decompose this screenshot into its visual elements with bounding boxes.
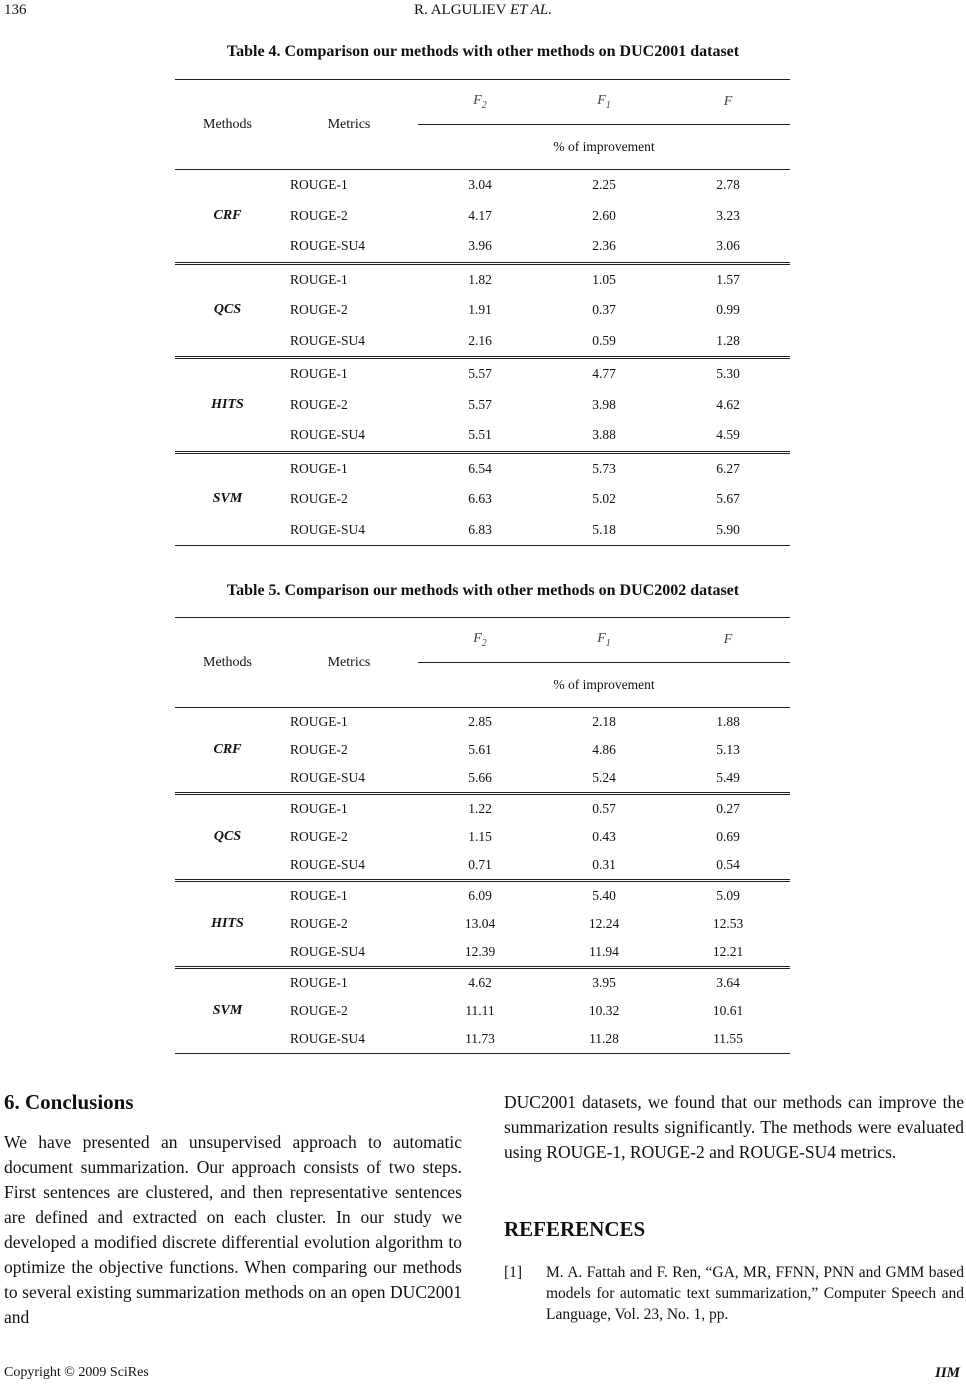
value-cell: 3.88	[592, 427, 616, 443]
value-cell: 4.62	[418, 966, 542, 997]
value-cell: 0.99	[716, 302, 740, 318]
method-name: HITS	[175, 879, 280, 966]
conclusions-paragraph-left: We have presented an unsupervised approach to automatic document summarization. Our approach consists of two steps. First sentences are clustered, and then representative sentences are defined and extracted on each cluster. In our study we developed a modified discrete differential evolution algorithm to optimize the objective functions. When comparing our methods to several existing summarization methods on an open DUC2001 and	[4, 1132, 462, 1327]
value-cell: 0.43	[592, 829, 616, 844]
metric-name: ROUGE-2	[290, 396, 348, 412]
running-head-author: R. ALGULIEV	[414, 2, 507, 18]
value-cell: 5.61	[468, 742, 492, 757]
value-cell: 3.64	[666, 966, 790, 997]
f-subscript: 1	[605, 99, 611, 111]
page-number: 136	[4, 2, 27, 18]
f-symbol: F	[723, 632, 733, 647]
col-header-metrics: Metrics	[280, 79, 418, 170]
value-cell: 6.63	[468, 491, 492, 507]
value-cell: 1.82	[418, 262, 542, 296]
table-row	[175, 356, 790, 390]
value-cell: 5.66	[468, 770, 492, 785]
value-cell: 2.78	[716, 177, 740, 193]
value-cell: 1.15	[468, 829, 492, 844]
running-head-etal: ET AL.	[510, 2, 552, 18]
value-cell: 5.24	[592, 770, 616, 785]
value-cell: 10.61	[712, 1003, 744, 1018]
section-title-conclusions: 6. Conclusions	[4, 1090, 134, 1114]
metric-name: ROUGE-SU4	[280, 1025, 418, 1054]
table5	[175, 617, 790, 1054]
value-cell: 1.05	[542, 262, 666, 296]
metric-name: ROUGE-1	[280, 966, 418, 997]
value-cell: 3.04	[468, 177, 492, 193]
value-cell: 11.11	[465, 1003, 495, 1018]
col-header-f2	[542, 79, 666, 125]
value-cell: 1.91	[468, 302, 492, 318]
metric-name: ROUGE-2	[290, 207, 348, 223]
value-cell: 5.90	[666, 515, 790, 547]
f-symbol: F	[723, 94, 733, 109]
table-row	[175, 792, 790, 823]
metric-name: ROUGE-1	[290, 177, 348, 193]
improvement-label: % of improvement	[418, 663, 790, 708]
f-symbol: F	[473, 631, 482, 647]
value-cell: 12.53	[712, 916, 744, 931]
value-cell: 4.17	[468, 207, 492, 223]
metric-name: ROUGE-2	[290, 742, 348, 757]
value-cell: 0.71	[468, 857, 492, 872]
metric-name: ROUGE-2	[290, 302, 348, 318]
value-cell: 3.98	[592, 396, 616, 412]
value-cell: 2.25	[592, 177, 616, 193]
method-name: SVM	[175, 966, 280, 1054]
value-cell: 6.09	[418, 879, 542, 910]
value-cell: 1.57	[666, 262, 790, 296]
value-cell: 11.55	[666, 1025, 790, 1054]
value-cell: 0.27	[666, 792, 790, 823]
value-cell: 5.67	[716, 491, 740, 507]
table-row	[175, 879, 790, 910]
value-cell: 5.57	[418, 356, 542, 390]
metric-name: ROUGE-SU4	[280, 515, 418, 547]
value-cell: 5.40	[542, 879, 666, 910]
value-cell: 0.59	[592, 332, 616, 348]
value-cell: 5.51	[468, 427, 492, 443]
metric-name: ROUGE-1	[280, 879, 418, 910]
col-header-f2	[542, 617, 666, 663]
value-cell: 5.73	[542, 451, 666, 485]
col-header-f3	[666, 79, 790, 125]
value-cell: 6.54	[418, 451, 542, 485]
value-cell: 4.86	[592, 742, 616, 757]
table5-caption: Table 5. Comparison our methods with other methods on DUC2002 dataset	[226, 582, 740, 599]
metric-name: ROUGE-1	[280, 262, 418, 296]
value-cell: 11.28	[542, 1025, 666, 1054]
value-cell: 2.16	[468, 332, 492, 348]
metric-name: ROUGE-SU4	[290, 857, 366, 872]
metric-name: ROUGE-2	[290, 1003, 348, 1018]
value-cell: 12.24	[588, 916, 620, 931]
reference-item	[504, 1262, 964, 1325]
table4	[175, 79, 790, 546]
table-row	[175, 262, 790, 296]
value-cell: 3.95	[542, 966, 666, 997]
f-symbol: F	[473, 93, 482, 109]
value-cell: 5.13	[716, 742, 740, 757]
col-header-methods: Methods	[175, 79, 280, 170]
col-header-metrics: Metrics	[280, 617, 418, 708]
value-cell: 3.96	[468, 238, 492, 254]
value-cell: 2.18	[592, 714, 616, 729]
metric-name: ROUGE-SU4	[290, 332, 366, 348]
value-cell: 12.39	[464, 944, 496, 959]
reference-text: M. A. Fattah and F. Ren, “GA, MR, FFNN, PNN and GMM based models for automatic text summarization,” Computer Speech and Language, Vol. 23, No. 1, pp.	[546, 1264, 964, 1323]
value-cell: 4.77	[542, 356, 666, 390]
col-header-f3	[666, 617, 790, 663]
f-subscript: 2	[481, 637, 487, 649]
value-cell: 5.57	[468, 396, 492, 412]
method-name: CRF	[213, 742, 242, 757]
reference-number: [1]	[504, 1264, 523, 1281]
value-cell: 5.30	[666, 356, 790, 390]
table-row	[175, 966, 790, 997]
metric-name: ROUGE-2	[290, 829, 348, 844]
metric-name: ROUGE-1	[290, 714, 348, 729]
method-name: HITS	[175, 356, 280, 451]
value-cell: 11.73	[418, 1025, 542, 1054]
value-cell: 0.54	[716, 857, 740, 872]
metric-name: ROUGE-SU4	[290, 238, 366, 254]
value-cell: 6.27	[666, 451, 790, 485]
f-symbol: F	[597, 631, 606, 647]
value-cell: 0.37	[592, 302, 616, 318]
f-subscript: 2	[481, 99, 487, 111]
metric-name: ROUGE-1	[280, 792, 418, 823]
value-cell: 0.69	[716, 829, 740, 844]
running-head	[0, 2, 966, 19]
table-row	[175, 708, 790, 736]
value-cell: 6.83	[418, 515, 542, 547]
table-row	[175, 170, 790, 201]
value-cell: 2.36	[592, 238, 616, 254]
method-name: QCS	[175, 792, 280, 879]
metric-name: ROUGE-SU4	[290, 944, 366, 959]
value-cell: 0.57	[542, 792, 666, 823]
conclusions-paragraph-right: DUC2001 datasets, we found that our methods can improve the summarization results significantly. The methods were evaluated using ROUGE-1, ROUGE-2 and ROUGE-SU4 metrics.	[504, 1092, 964, 1162]
value-cell: 4.62	[716, 396, 740, 412]
method-name: QCS	[175, 262, 280, 357]
value-cell: 13.04	[464, 916, 496, 931]
f-subscript: 1	[605, 637, 611, 649]
value-cell: 11.94	[589, 944, 619, 959]
value-cell: 5.49	[716, 770, 740, 785]
value-cell: 1.22	[418, 792, 542, 823]
value-cell: 5.09	[666, 879, 790, 910]
improvement-label: % of improvement	[418, 125, 790, 170]
metric-name: ROUGE-1	[280, 451, 418, 485]
value-cell: 2.60	[592, 207, 616, 223]
value-cell: 1.28	[716, 332, 740, 348]
metric-name: ROUGE-SU4	[290, 770, 366, 785]
value-cell: 4.59	[716, 427, 740, 443]
col-header-f1	[418, 617, 542, 663]
value-cell: 1.88	[716, 714, 740, 729]
value-cell: 10.32	[588, 1003, 620, 1018]
f-symbol: F	[597, 93, 606, 109]
value-cell: 2.85	[468, 714, 492, 729]
metric-name: ROUGE-2	[290, 491, 348, 507]
method-name: CRF	[213, 207, 242, 223]
value-cell: 5.18	[542, 515, 666, 547]
table-row	[175, 451, 790, 485]
value-cell: 5.02	[592, 491, 616, 507]
table4-caption: Table 4. Comparison our methods with other methods on DUC2001 dataset	[226, 43, 740, 60]
value-cell: 0.31	[592, 857, 616, 872]
col-header-f1	[418, 79, 542, 125]
col-header-methods: Methods	[175, 617, 280, 708]
metric-name: ROUGE-2	[290, 916, 348, 931]
metric-name: ROUGE-1	[280, 356, 418, 390]
metric-name: ROUGE-SU4	[290, 427, 366, 443]
value-cell: 3.23	[716, 207, 740, 223]
footer-copyright: Copyright © 2009 SciRes	[4, 1365, 149, 1380]
value-cell: 3.06	[716, 238, 740, 254]
value-cell: 12.21	[712, 944, 744, 959]
method-name: SVM	[175, 451, 280, 547]
references-heading: REFERENCES	[504, 1217, 646, 1241]
footer-journal: IIM	[934, 1365, 960, 1381]
